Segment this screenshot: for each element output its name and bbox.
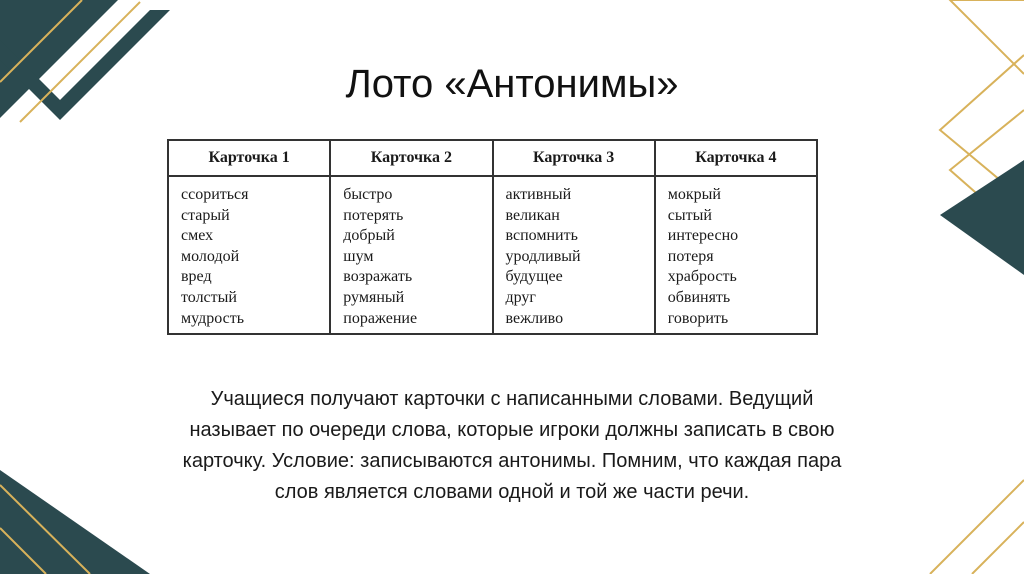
word: старый bbox=[181, 206, 230, 224]
word: мокрый bbox=[667, 186, 721, 203]
word: вежливо bbox=[505, 309, 564, 327]
word: молодой bbox=[181, 247, 240, 265]
word: быстро bbox=[343, 186, 393, 203]
page-title: Лото «Антонимы» bbox=[345, 62, 679, 106]
word: ссориться bbox=[181, 186, 249, 203]
antonyms-cards-table bbox=[167, 139, 818, 335]
word: обвинять bbox=[667, 288, 731, 306]
word: потеря bbox=[667, 247, 714, 265]
card-2-header: Карточка 2 bbox=[330, 140, 492, 176]
description-line: Учащиеся получают карточки с написанными словами. Ведущий bbox=[210, 388, 814, 410]
word: вспомнить bbox=[505, 227, 578, 245]
word: толстый bbox=[181, 288, 237, 306]
table-row bbox=[168, 176, 817, 334]
card-4-header: Карточка 4 bbox=[655, 140, 817, 176]
word: потерять bbox=[343, 206, 404, 224]
word: говорить bbox=[667, 309, 729, 327]
word: румяный bbox=[343, 288, 405, 306]
word: поражение bbox=[343, 309, 418, 327]
card-3-words bbox=[493, 176, 655, 334]
card-1-words bbox=[168, 176, 330, 334]
word: будущее bbox=[505, 268, 563, 286]
word: сытый bbox=[667, 206, 712, 224]
word: смех bbox=[181, 227, 214, 245]
description-line: карточку. Условие: записываются антонимы. Помним, что каждая пара bbox=[182, 450, 842, 472]
word: храбрость bbox=[667, 268, 737, 286]
table-header-row bbox=[168, 140, 817, 176]
card-1-header: Карточка 1 bbox=[168, 140, 330, 176]
gold-line-bottom-right-1 bbox=[930, 480, 1024, 574]
word: друг bbox=[505, 288, 536, 306]
word: уродливый bbox=[505, 247, 581, 265]
word: мудрость bbox=[181, 309, 245, 327]
word: добрый bbox=[343, 227, 395, 245]
word: интересно bbox=[667, 227, 739, 245]
word: вред bbox=[181, 268, 212, 286]
word: активный bbox=[505, 186, 572, 203]
word: возражать bbox=[343, 268, 413, 286]
card-2-words bbox=[330, 176, 492, 334]
word: шум bbox=[343, 247, 374, 265]
word: великан bbox=[505, 206, 560, 224]
card-3-header: Карточка 3 bbox=[493, 140, 655, 176]
card-4-words bbox=[655, 176, 817, 334]
description-line: называет по очереди слова, которые игроки должны записать в свою bbox=[189, 419, 835, 441]
teal-triangle-right bbox=[940, 160, 1024, 275]
description-line: слов является словами одной и той же части речи. bbox=[274, 481, 750, 503]
gold-line-bottom-right-2 bbox=[972, 522, 1024, 574]
description-paragraph bbox=[110, 384, 914, 508]
